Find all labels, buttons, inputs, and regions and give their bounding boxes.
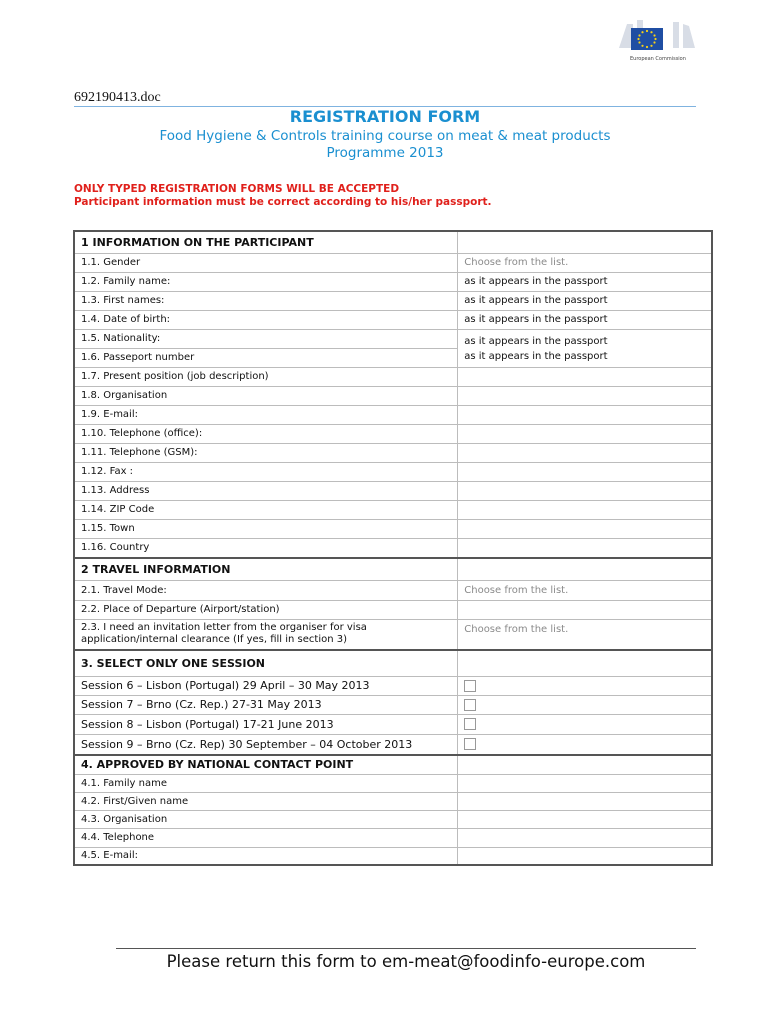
table-row <box>74 600 712 619</box>
ncp-first-name-field[interactable] <box>458 792 712 810</box>
session-label: Session 9 – Brno (Cz. Rep) 30 September – 04 October 2013 <box>74 734 458 755</box>
session-8-cell <box>458 714 712 734</box>
section-4-title: 4. APPROVED BY NATIONAL CONTACT POINT <box>74 755 458 774</box>
field-label: 1.12. Fax : <box>74 462 458 481</box>
session-label: Session 8 – Lisbon (Portugal) 17-21 June 2013 <box>74 714 458 734</box>
family-name-field[interactable]: as it appears in the passport <box>458 272 712 291</box>
table-row <box>74 405 712 424</box>
table-row <box>74 847 712 865</box>
section-header <box>74 755 712 774</box>
table-row <box>74 828 712 847</box>
field-label: 1.10. Telephone (office): <box>74 424 458 443</box>
table-row <box>74 500 712 519</box>
field-label: 1.4. Date of birth: <box>74 310 458 329</box>
session-7-cell <box>458 695 712 714</box>
table-row <box>74 619 712 650</box>
section-header <box>74 650 712 676</box>
return-instructions: Please return this form to em-meat@foodinfo-europe.com <box>166 952 646 971</box>
table-row <box>74 367 712 386</box>
email-field[interactable] <box>458 405 712 424</box>
european-commission-logo <box>613 18 697 70</box>
table-row <box>74 481 712 500</box>
document-filename: 692190413.doc <box>74 90 161 105</box>
position-field[interactable] <box>458 367 712 386</box>
table-row <box>74 310 712 329</box>
telephone-office-field[interactable] <box>458 424 712 443</box>
section-3-title-blank <box>458 650 712 676</box>
nationality-value: as it appears in the passport <box>464 335 608 347</box>
field-label: 1.14. ZIP Code <box>74 500 458 519</box>
registration-table <box>73 230 713 866</box>
field-label <box>74 619 458 650</box>
field-label: 1.9. E-mail: <box>74 405 458 424</box>
field-label: 1.7. Present position (job description) <box>74 367 458 386</box>
table-row <box>74 462 712 481</box>
session-6-cell <box>458 676 712 695</box>
section-2-title: 2 TRAVEL INFORMATION <box>74 558 458 580</box>
section-header <box>74 558 712 580</box>
ncp-organisation-field[interactable] <box>458 810 712 828</box>
field-label: 1.1. Gender <box>74 253 458 272</box>
ncp-email-field[interactable] <box>458 847 712 865</box>
field-label: 1.6. Passeport number <box>74 348 458 367</box>
table-row <box>74 291 712 310</box>
section-1-title: 1 INFORMATION ON THE PARTICIPANT <box>74 231 458 253</box>
table-row <box>74 253 712 272</box>
departure-place-field[interactable] <box>458 600 712 619</box>
ncp-family-name-field[interactable] <box>458 774 712 792</box>
field-label: 1.2. Family name: <box>74 272 458 291</box>
field-label: 1.11. Telephone (GSM): <box>74 443 458 462</box>
session-8-checkbox[interactable] <box>464 718 476 730</box>
organisation-field[interactable] <box>458 386 712 405</box>
table-row <box>74 386 712 405</box>
session-label: Session 6 – Lisbon (Portugal) 29 April – 30 May 2013 <box>74 676 458 695</box>
section-3-title: 3. SELECT ONLY ONE SESSION <box>74 650 458 676</box>
invitation-letter-select[interactable]: Choose from the list. <box>458 619 712 650</box>
field-label: 1.3. First names: <box>74 291 458 310</box>
session-label: Session 7 – Brno (Cz. Rep.) 27-31 May 2013 <box>74 695 458 714</box>
field-label: 4.4. Telephone <box>74 828 458 847</box>
session-9-checkbox[interactable] <box>464 738 476 750</box>
table-row <box>74 580 712 600</box>
session-row <box>74 734 712 755</box>
first-names-field[interactable]: as it appears in the passport <box>458 291 712 310</box>
passport-value: as it appears in the passport <box>464 350 608 362</box>
section-1-title-blank <box>458 231 712 253</box>
nationality-passport-field[interactable] <box>458 329 712 367</box>
ncp-telephone-field[interactable] <box>458 828 712 847</box>
fax-field[interactable] <box>458 462 712 481</box>
table-row <box>74 443 712 462</box>
table-row <box>74 810 712 828</box>
field-label: 2.1. Travel Mode: <box>74 580 458 600</box>
notice-typed-only: ONLY TYPED REGISTRATION FORMS WILL BE ACCEPTED <box>74 183 400 195</box>
field-label: 4.2. First/Given name <box>74 792 458 810</box>
session-6-checkbox[interactable] <box>464 680 476 692</box>
form-subtitle <box>74 128 696 162</box>
field-label: 4.5. E-mail: <box>74 847 458 865</box>
notice-passport: Participant information must be correct according to his/her passport. <box>74 196 492 208</box>
field-label: 4.3. Organisation <box>74 810 458 828</box>
session-row <box>74 714 712 734</box>
address-field[interactable] <box>458 481 712 500</box>
town-field[interactable] <box>458 519 712 538</box>
session-row <box>74 676 712 695</box>
logo-caption: European Commission <box>630 56 686 62</box>
table-row <box>74 792 712 810</box>
table-row <box>74 424 712 443</box>
session-9-cell <box>458 734 712 755</box>
gender-select[interactable]: Choose from the list. <box>458 253 712 272</box>
notice <box>74 183 492 209</box>
invitation-label-line2: application/internal clearance (If yes, fill in section 3) <box>81 634 348 646</box>
travel-mode-select[interactable]: Choose from the list. <box>458 580 712 600</box>
date-of-birth-field[interactable]: as it appears in the passport <box>458 310 712 329</box>
footer-rule <box>116 948 696 949</box>
form-title: REGISTRATION FORM <box>289 107 481 126</box>
field-label: 1.13. Address <box>74 481 458 500</box>
subtitle-programme: Programme 2013 <box>326 145 444 161</box>
table-row <box>74 538 712 558</box>
section-2-title-blank <box>458 558 712 580</box>
zip-code-field[interactable] <box>458 500 712 519</box>
table-row <box>74 329 712 348</box>
field-label: 1.16. Country <box>74 538 458 558</box>
invitation-label-line1: 2.3. I need an invitation letter from the organiser for visa <box>81 622 367 634</box>
session-row <box>74 695 712 714</box>
field-label: 4.1. Family name <box>74 774 458 792</box>
section-header <box>74 231 712 253</box>
session-7-checkbox[interactable] <box>464 699 476 711</box>
table-row <box>74 519 712 538</box>
country-field[interactable] <box>458 538 712 558</box>
table-row <box>74 272 712 291</box>
field-label: 2.2. Place of Departure (Airport/station) <box>74 600 458 619</box>
table-row <box>74 774 712 792</box>
section-4-title-blank <box>458 755 712 774</box>
field-label: 1.5. Nationality: <box>74 329 458 348</box>
field-label: 1.15. Town <box>74 519 458 538</box>
subtitle-course: Food Hygiene & Controls training course on meat & meat products <box>159 128 611 144</box>
telephone-gsm-field[interactable] <box>458 443 712 462</box>
field-label: 1.8. Organisation <box>74 386 458 405</box>
